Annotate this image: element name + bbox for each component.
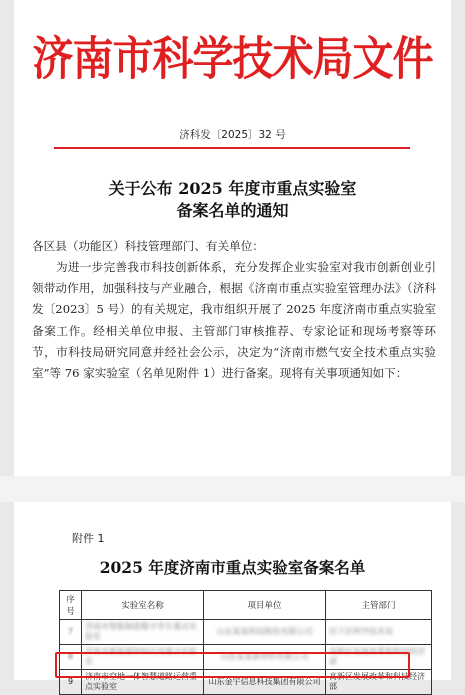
row-no: 7 xyxy=(60,620,82,645)
row-name: 济南市智能制造数字孪生重点实验室 xyxy=(82,620,204,645)
red-divider-line xyxy=(54,147,410,149)
row-unit: 山东金宇信息科技集团有限公司 xyxy=(204,670,326,695)
row-name: 济南市新能源材料应用重点实验室 xyxy=(82,645,204,670)
table-row xyxy=(60,620,432,645)
row-no: 9 xyxy=(60,670,82,695)
notice-paragraph: 为进一步完善我市科技创新体系，充分发挥企业实验室对我市创新创业引领带动作用，加强科技与产业融合，根据《济南市重点实验室管理办法》（济科发〔2023〕5 号）的有关规定，我市组织开展了 2025 年度济南市重点实验室备案工作。经相关单位申报、主管部门审核推荐、专家论证和现场考察等环节，市科技局研究同意并经社会公示，决定为“济南市燃气安全技术重点实验室”等 76 家实验室（名单见附件 1）进行备案。现将有关事项通知如下： xyxy=(32,260,436,381)
row-dept: 历下区科学技术局 xyxy=(326,620,432,645)
row-dept: 高新区发展改革和科技经济部 xyxy=(326,645,432,670)
table-header-row xyxy=(60,591,432,620)
document-number: 济科发〔2025〕32 号 xyxy=(179,129,286,141)
notice-title-line1: 关于公布 2025 年度市重点实验室 xyxy=(108,179,357,198)
notice-greeting: 各区县（功能区）科技管理部门、有关单位： xyxy=(32,239,264,253)
row-name: 济南市空地一体智慧道路运营重点实验室 xyxy=(82,670,204,695)
page-gap xyxy=(0,476,465,502)
notice-title-line2: 备案名单的通知 xyxy=(176,201,289,220)
record-table xyxy=(59,590,432,695)
org-header-title: 济南市科学技术局文件 xyxy=(32,32,433,86)
row-dept: 高新区发展改革和科技经济部 xyxy=(326,670,432,695)
row-unit: 山东某某科技股份有限公司 xyxy=(204,620,326,645)
document-page-1 xyxy=(14,0,451,476)
column-header-no: 序号 xyxy=(60,591,82,620)
attachment-label: 附件 1 xyxy=(72,532,105,545)
row-no: 8 xyxy=(60,645,82,670)
list-title: 2025 年度济南市重点实验室备案名单 xyxy=(99,558,366,577)
highlight-box xyxy=(55,652,410,678)
row-unit: 山东某某新材料有限公司 xyxy=(204,645,326,670)
column-header-unit: 项目单位 xyxy=(204,591,326,620)
column-header-name: 实验室名称 xyxy=(82,591,204,620)
column-header-dept: 主管部门 xyxy=(326,591,432,620)
